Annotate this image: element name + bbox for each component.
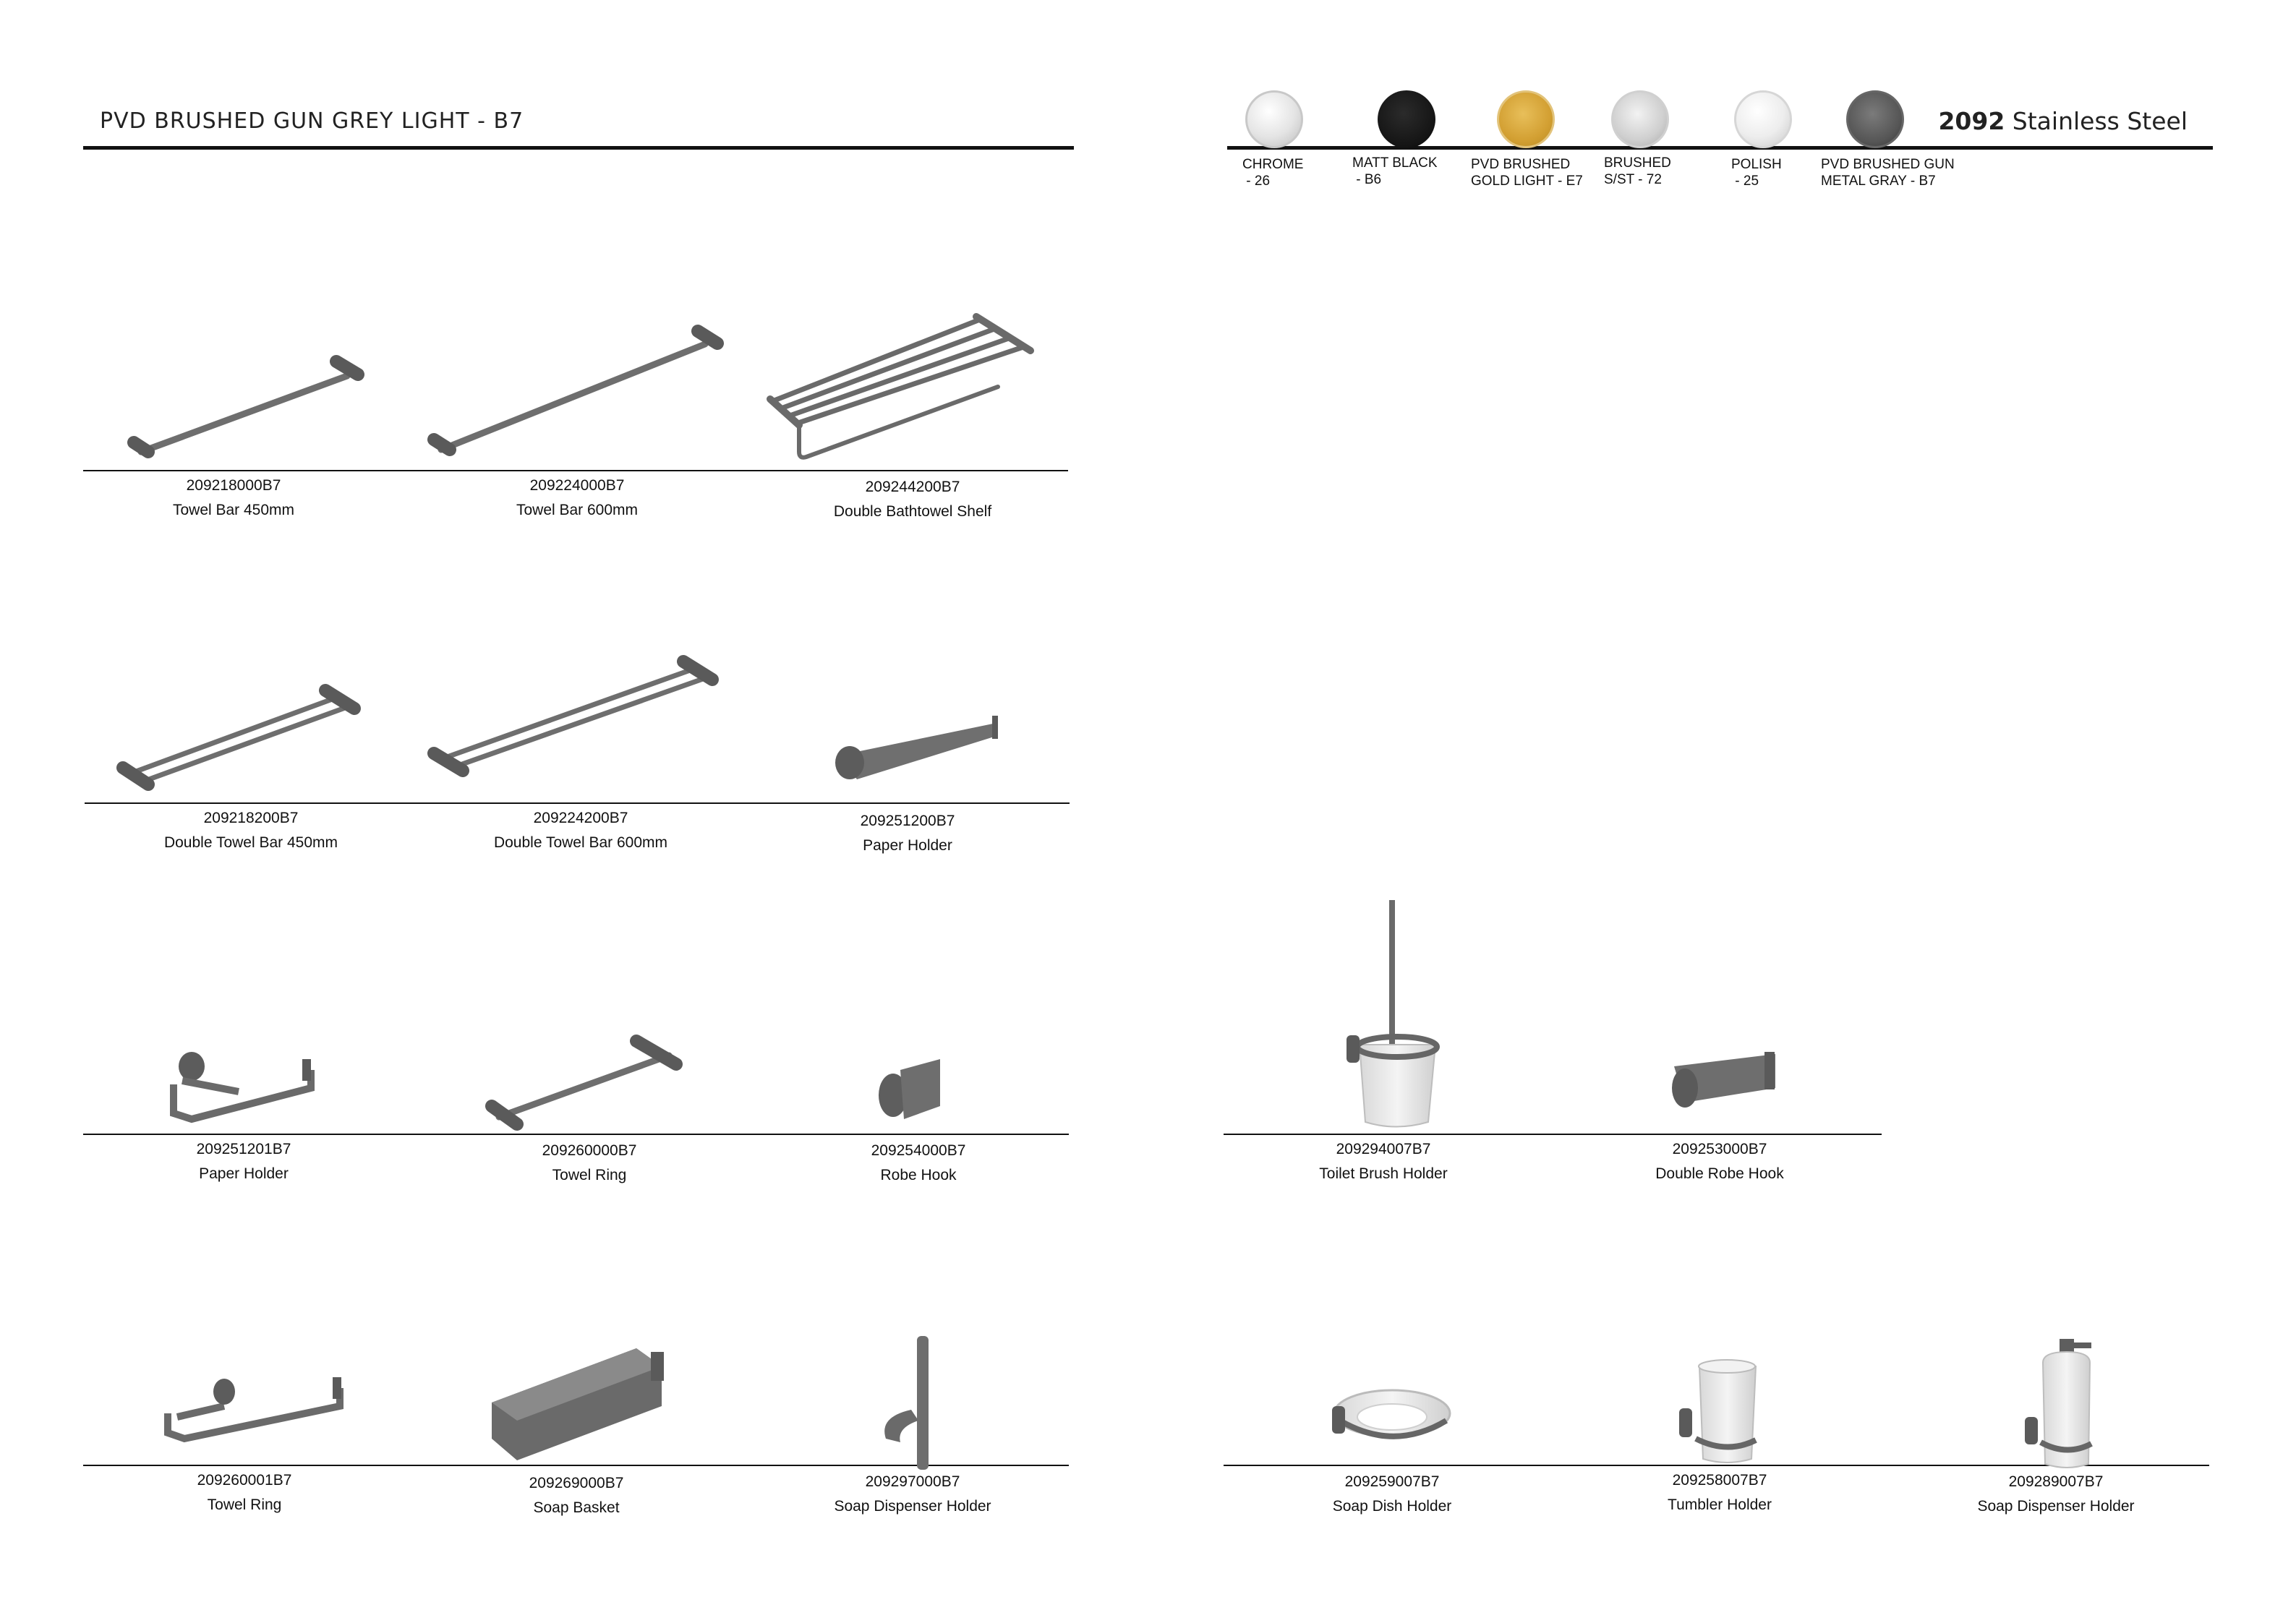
product-caption	[423, 1141, 756, 1186]
series-number: 2092	[1938, 107, 2005, 135]
product-caption	[746, 1472, 1079, 1517]
toilet-brush-holder-icon	[1347, 900, 1437, 1127]
robe-hook-icon	[879, 1059, 940, 1119]
product-code: 209224200B7	[533, 810, 628, 826]
product-code: 209251201B7	[196, 1141, 291, 1157]
towel-bar-icon	[134, 361, 358, 452]
double-towel-bar-icon	[434, 661, 712, 771]
product-code: 209269000B7	[529, 1475, 624, 1491]
product-caption	[410, 1473, 743, 1518]
double-robe-hook-icon	[1672, 1052, 1775, 1108]
double-towel-bar-icon	[123, 690, 354, 784]
product-code: 209297000B7	[865, 1473, 960, 1490]
towel-ring-icon	[168, 1377, 341, 1439]
product-caption	[1890, 1472, 2222, 1517]
product-name: Double Towel Bar 600mm	[493, 834, 668, 851]
paper-holder-icon	[174, 1052, 311, 1119]
product-code: 209259007B7	[1344, 1473, 1440, 1490]
finish-label-gold: PVD BRUSHED GOLD LIGHT - E7	[1471, 157, 1583, 189]
product-name: Soap Basket	[533, 1499, 620, 1516]
product-caption	[77, 1139, 410, 1184]
product-caption	[1553, 1470, 1886, 1515]
product-code: 209251200B7	[860, 813, 955, 829]
tumbler-holder-icon	[1679, 1360, 1756, 1463]
finish-label-polish: POLISH - 25	[1731, 157, 1782, 189]
soap-dish-holder-icon	[1332, 1390, 1450, 1436]
product-caption	[752, 1141, 1085, 1186]
product-caption	[1553, 1139, 1886, 1184]
finish-label-chrome: CHROME - 26	[1242, 157, 1304, 189]
finish-label-gun-metal: PVD BRUSHED GUN METAL GRAY - B7	[1821, 157, 1955, 189]
product-name: Towel Bar 600mm	[516, 502, 639, 518]
product-name: Towel Bar 450mm	[172, 502, 295, 518]
product-caption	[411, 476, 743, 521]
product-caption	[67, 476, 400, 521]
product-caption	[414, 808, 747, 853]
towel-bar-icon	[434, 331, 717, 450]
product-name: Double Bathtowel Shelf	[833, 503, 992, 520]
product-name: Paper Holder	[199, 1165, 289, 1182]
towel-shelf-icon	[770, 317, 1030, 458]
product-name: Soap Dispenser Holder	[1977, 1498, 2135, 1515]
product-name: Soap Dispenser Holder	[834, 1498, 991, 1515]
soap-dispenser-icon	[2025, 1339, 2091, 1468]
product-name: Double Towel Bar 450mm	[163, 834, 338, 851]
product-name: Double Robe Hook	[1655, 1165, 1784, 1182]
product-name: Tumbler Holder	[1668, 1496, 1772, 1513]
product-code: 209253000B7	[1672, 1141, 1767, 1157]
product-name: Towel Ring	[552, 1167, 627, 1183]
product-code: 209258007B7	[1672, 1472, 1767, 1489]
product-code: 209218000B7	[186, 477, 281, 494]
soap-dispenser-holder-icon	[884, 1336, 929, 1470]
product-caption	[741, 811, 1074, 856]
product-name: Robe Hook	[880, 1167, 957, 1183]
product-name: Towel Ring	[207, 1496, 282, 1513]
product-code: 209260000B7	[542, 1142, 637, 1159]
page-title-finish: PVD BRUSHED GUN GREY LIGHT - B7	[100, 108, 524, 134]
product-code: 209294007B7	[1336, 1141, 1431, 1157]
product-caption	[746, 477, 1079, 522]
product-code: 209260001B7	[197, 1472, 292, 1489]
product-name: Toilet Brush Holder	[1319, 1165, 1448, 1182]
product-code: 209244200B7	[865, 479, 960, 495]
soap-basket-icon	[492, 1348, 664, 1460]
product-code: 209224000B7	[529, 477, 625, 494]
finish-label-matt-black: MATT BLACK - B6	[1352, 155, 1438, 187]
towel-ring-icon	[492, 1041, 676, 1124]
product-caption	[78, 1470, 411, 1515]
finish-label-brushed: BRUSHED S/ST - 72	[1604, 155, 1671, 187]
product-caption	[1217, 1139, 1550, 1184]
product-name: Soap Dish Holder	[1332, 1498, 1452, 1515]
product-name: Paper Holder	[863, 837, 952, 854]
product-code: 209254000B7	[871, 1142, 966, 1159]
product-caption	[85, 808, 417, 853]
product-caption	[1226, 1472, 1558, 1517]
paper-holder-icon	[835, 716, 998, 779]
product-code: 209218200B7	[203, 810, 299, 826]
series-name: Stainless Steel	[2012, 107, 2188, 135]
product-code: 209289007B7	[2008, 1473, 2104, 1490]
